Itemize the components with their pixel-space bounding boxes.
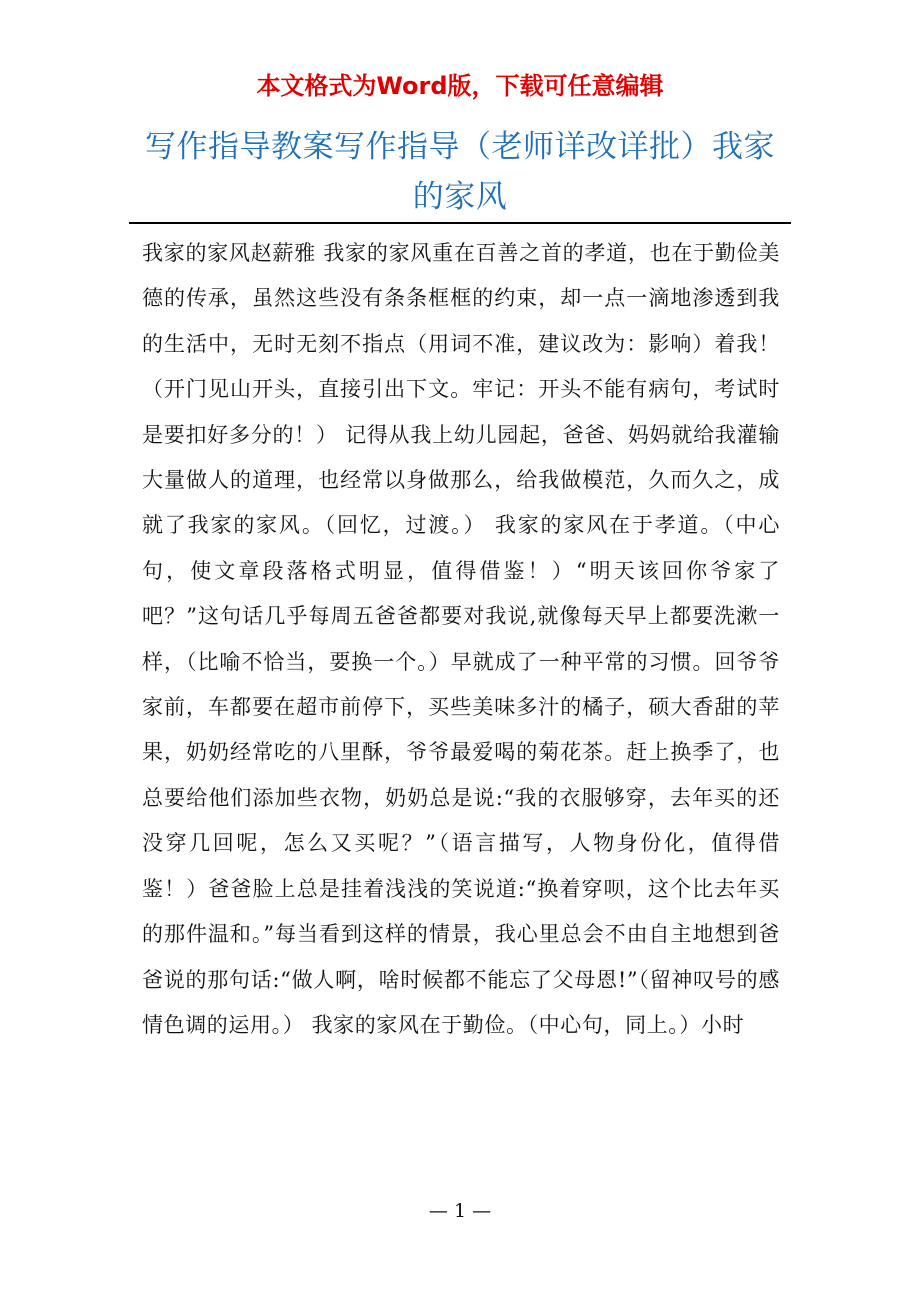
format-notice: 本文格式为Word版，下载可任意编辑 — [256, 72, 664, 100]
document-body: 我家的家风赵薪雅 我家的家风重在百善之首的孝道，也在于勤俭美德的传承，虽然这些没有条条框框的约束，却一点一滴地渗透到我的生活中，无时无刻不指点（用词不准，建议改为：影响）着我！（开门见山开头，直接引出下文。牢记：开头不能有病句，考试时是要扣好多分的！） 记得从我上幼儿园起，爸爸、妈妈就给我灌输大量做人的道理，也经常以身做那么，给我做模范，久而久之，成就了我家的家风。（回忆，过渡。） 我家的家风在于孝道。（中心句，使文章段落格式明显，值得借鉴！）“明天该回你爷家了吧？”这句话几乎每周五爸爸都要对我说,就像每天早上都要洗漱一样，（比喻不恰当，要换一个。）早就成了一种平常的习惯。回爷爷家前，车都要在超市前停下，买些美味多汁的橘子，硕大香甜的苹果，奶奶经常吃的八里酥，爷爷最爱喝的菊花茶。赶上换季了，也总要给他们添加些衣物，奶奶总是说:“我的衣服够穿，去年买的还没穿几回呢，怎么又买呢？”（语言描写，人物身份化，值得借鉴！）爸爸脸上总是挂着浅浅的笑说道:“换着穿呗，这个比去年买的那件温和。”每当看到这样的情景，我心里总会不由自主地想到爸爸说的那句话:“做人啊，啥时候都不能忘了父母恩!”（留神叹号的感情色调的运用。） 我家的家风在于勤俭。（中心句，同上。）小时 — [142, 241, 780, 1037]
document-title: 写作指导教案写作指导（老师详改详批）我家的家风 — [145, 129, 775, 215]
page-number: — 1 — — [428, 1200, 492, 1222]
title-divider — [129, 222, 791, 224]
